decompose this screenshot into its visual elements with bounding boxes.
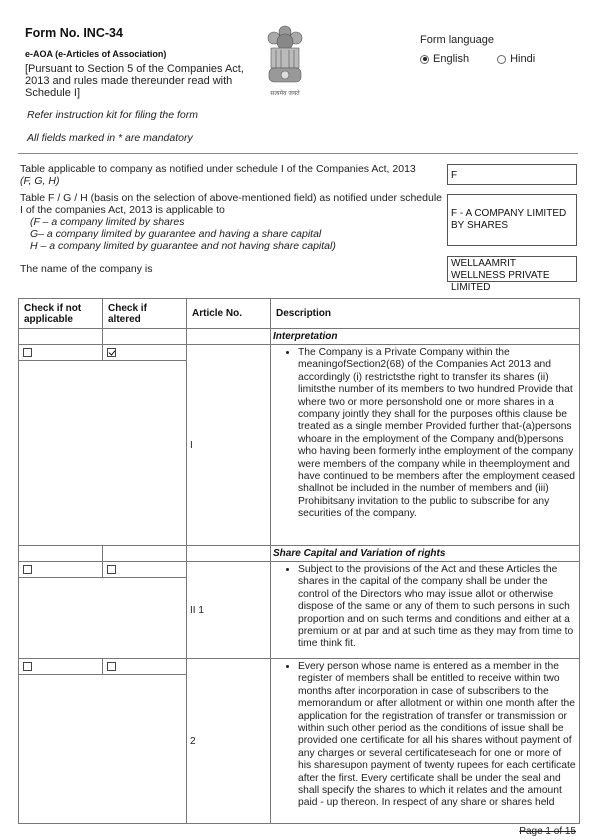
table-row — [19, 562, 580, 578]
article-description — [271, 562, 580, 659]
form-language-radio-group — [420, 53, 535, 65]
section-row — [19, 546, 580, 562]
table-description-label — [20, 192, 445, 252]
section-title: Share Capital and Variation of rights — [271, 546, 580, 562]
article-number: I — [187, 345, 271, 546]
table-row — [19, 345, 580, 361]
section-row — [19, 329, 580, 345]
table-row — [19, 659, 580, 675]
table-option-f: (F – a company limited by shares — [30, 216, 185, 228]
form-language-label: Form language — [420, 34, 494, 46]
article-text: • The Company is a Private Company within the meaningofSection2(68) of the Companies Act 2013 and accordingly (i) restrictsthe right to transfer its shares (ii) limitsthe number of its members to two hundred Provide that where two or more personshold one or more shares in a company jointly they shall for the purposes ofthis clause be treated as a single member Provided further that-(a)persons whoare in the employment of the Company and(b)persons who having been formerly inthe employment of the company were members of the company while in theemployment and have continued to be members after the employment ceased shallnot be included in the number of members and (iii) Prohibitsany invitation to the public to subscribe for any securities of the company. — [298, 347, 577, 521]
table-description-text: Table F / G / H (basis on the selection of above-mentioned field) as notified under schedule I of the companies Act, 2013 is applicable to — [20, 192, 442, 216]
language-option-hindi[interactable] — [497, 53, 535, 65]
table-description-field[interactable]: F - A COMPANY LIMITED BY SHARES — [447, 194, 577, 246]
language-option-label: Hindi — [510, 53, 536, 65]
radio-button-english[interactable] — [420, 55, 429, 64]
altered-checkbox[interactable] — [107, 565, 116, 574]
header-not-applicable: Check if not applicable — [19, 299, 103, 329]
language-option-label: English — [433, 53, 470, 65]
altered-checkbox[interactable] — [107, 662, 116, 671]
table-applicable-suffix: (F, G, H) — [20, 175, 60, 187]
not-applicable-checkbox[interactable] — [23, 348, 32, 357]
table-option-h: H – a company limited by guarantee and not having share capital) — [30, 240, 336, 252]
emblem-caption: सत्यमेव जयते — [270, 90, 300, 97]
radio-button-hindi[interactable] — [497, 55, 506, 64]
page-number: Page 1 of 15 — [519, 826, 576, 837]
table-applicable-field[interactable]: F — [447, 164, 577, 185]
article-number: II 1 — [187, 562, 271, 659]
pursuant-note: [Pursuant to Section 5 of the Companies Act, 2013 and rules made thereunder read with Schedule I] — [25, 63, 244, 99]
article-text: • Every person whose name is entered as a member in the register of members shall be entitled to receive within two months after incorporation in case of subscribers to the memorandum or after allotment or within one month after the application for the registration of transfer or transmission or within such other period as the conditions of issue shall be provided one certificate for all his shares without payment of any charges or several certificateseach for one or more of his sharesupon payment of twenty rupees for each certificate after the first. Every certificate shall be under the seal and shall specify the shares to which it relates and the amount paid - up thereon. In respect of any share or shares held — [298, 661, 577, 810]
not-applicable-checkbox[interactable] — [23, 662, 32, 671]
not-applicable-checkbox[interactable] — [23, 565, 32, 574]
mandatory-note: All fields marked in * are mandatory — [27, 132, 193, 144]
table-option-g: G– a company limited by guarantee and having a share capital — [30, 228, 322, 240]
language-option-english[interactable] — [420, 53, 469, 65]
altered-checkbox[interactable] — [107, 348, 116, 357]
instruction-kit-note: Refer instruction kit for filing the form — [27, 109, 198, 121]
section-title: Interpretation — [271, 329, 580, 345]
company-name-field[interactable]: WELLAAMRIT WELLNESS PRIVATE LIMITED — [447, 256, 577, 282]
table-applicable-label — [20, 163, 445, 187]
header-altered: Check if altered — [103, 299, 187, 329]
article-description — [271, 345, 580, 546]
article-description — [271, 659, 580, 824]
form-number: Form No. INC-34 — [25, 26, 123, 40]
national-emblem-icon — [265, 22, 305, 100]
header-description: Description — [271, 299, 580, 329]
company-name-label: The name of the company is — [20, 263, 153, 275]
article-number: 2 — [187, 659, 271, 824]
header-divider — [18, 153, 578, 154]
table-header-row — [19, 299, 580, 329]
table-applicable-text: Table applicable to company as notified under schedule I of the Companies Act, 2013 — [20, 163, 416, 175]
form-subtitle: e-AOA (e-Articles of Association) — [25, 49, 167, 59]
article-text: • Subject to the provisions of the Act and these Articles the shares in the capital of the company shall be under the control of the Directors who may issue allot or otherwise dispose of the same or any of them to such persons in such proportion and on such terms and conditions and either at a premium or at par and at such time as they may from time to time think fit. — [298, 564, 577, 651]
articles-table — [18, 298, 580, 824]
header-article-no: Article No. — [187, 299, 271, 329]
